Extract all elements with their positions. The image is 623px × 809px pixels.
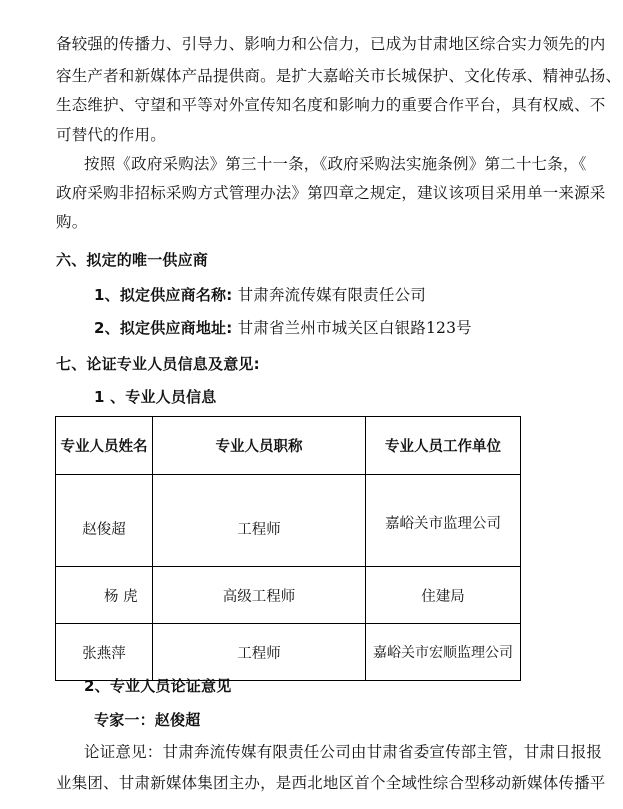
opinion-line1: 论证意见：甘肃奔流传媒有限责任公司由甘肃省委宣传部主管，甘肃日报报 <box>84 743 603 761</box>
table-header-title: 专业人员职称 <box>153 417 366 475</box>
table-cell-title: 工程师 <box>153 475 366 567</box>
supplier-name-value: 甘肃奔流传媒有限责任公司 <box>237 286 426 304</box>
expert-one-heading: 专家一：赵俊超 <box>94 711 201 729</box>
section6-heading: 六、拟定的唯一供应商 <box>56 251 209 269</box>
para2-line3: 购。 <box>56 213 88 231</box>
opinion-line2: 业集团、甘肃新媒体集团主办，是西北地区首个全域性综合型移动新媒体传播平 <box>56 774 606 792</box>
para1-line4: 可替代的作用。 <box>56 126 166 144</box>
supplier-address-label: 2、拟定供应商地址: <box>94 319 233 337</box>
para2-line2: 政府采购非招标采购方式管理办法》第四章之规定，建议该项目采用单一来源采 <box>56 184 606 202</box>
supplier-name-line <box>94 285 426 305</box>
table-cell-title: 高级工程师 <box>153 567 366 624</box>
table-header-name: 专业人员姓名 <box>56 417 153 475</box>
supplier-address-line <box>94 318 472 338</box>
table-row <box>56 567 521 624</box>
table-cell-name: 张燕萍 <box>56 624 153 681</box>
table-header-unit: 专业人员工作单位 <box>366 417 521 475</box>
para1-line3: 生态维护、守望和平等对外宣传知名度和影响力的重要合作平台，具有权威、不 <box>56 96 606 114</box>
para1-line1: 备较强的传播力、引导力、影响力和公信力，已成为甘肃地区综合实力领先的内 <box>56 35 606 53</box>
table-cell-name: 赵俊超 <box>56 475 153 567</box>
table-row <box>56 475 521 567</box>
staff-table <box>55 416 521 681</box>
subsection-expert-opinions: 2、专业人员论证意见 <box>84 677 232 695</box>
supplier-name-label: 1、拟定供应商名称: <box>94 286 233 304</box>
section7-heading: 七、论证专业人员信息及意见: <box>56 355 260 373</box>
table-row <box>56 624 521 681</box>
table-cell-unit: 嘉峪关市监理公司 <box>366 475 521 567</box>
para2-line1: 按照《政府采购法》第三十一条，《政府采购法实施条例》第二十七条，《 <box>84 155 587 173</box>
supplier-address-value: 甘肃省兰州市城关区白银路123号 <box>237 319 472 337</box>
table-header-row <box>56 417 521 475</box>
table-cell-unit: 住建局 <box>366 567 521 624</box>
table-cell-unit: 嘉峪关市宏顺监理公司 <box>366 624 521 681</box>
table-cell-name: 杨 虎 <box>56 567 153 624</box>
subsection-staff-info: 1 、专业人员信息 <box>94 388 217 406</box>
para1-line2: 容生产者和新媒体产品提供商。是扩大嘉峪关市长城保护、文化传承、精神弘扬、 <box>56 67 622 85</box>
table-cell-title: 工程师 <box>153 624 366 681</box>
